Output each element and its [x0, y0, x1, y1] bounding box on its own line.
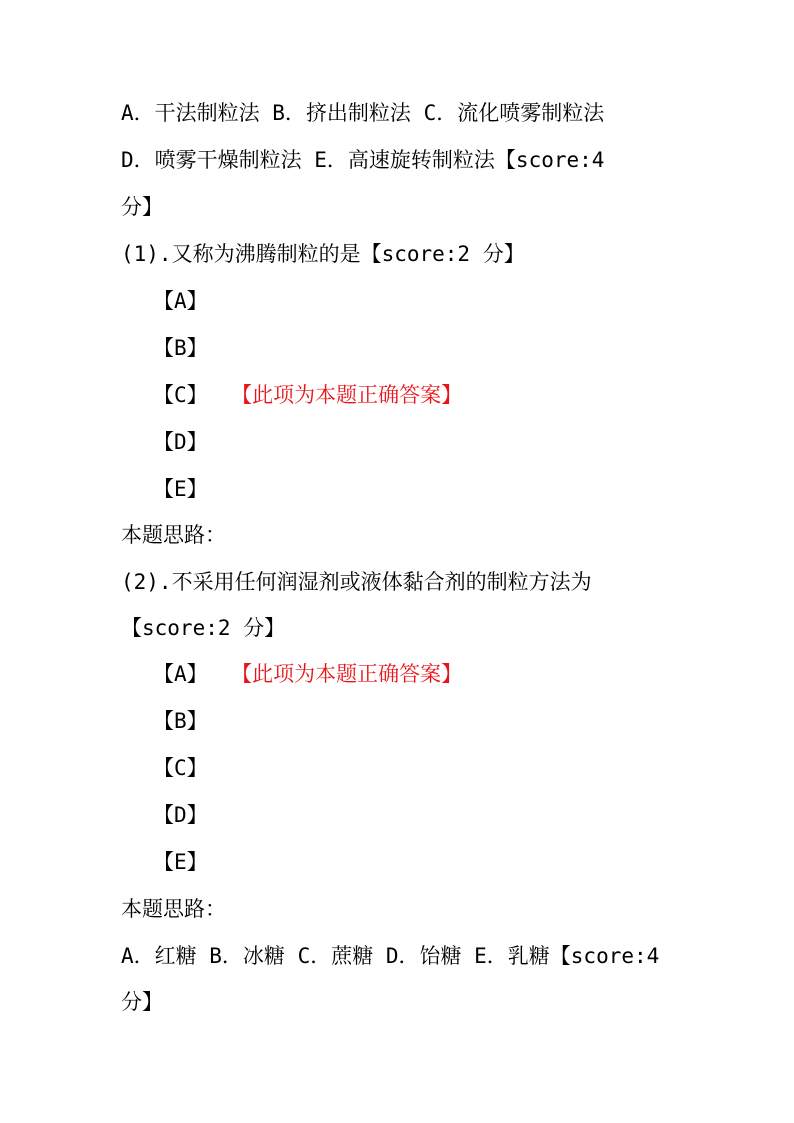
- q1-stem-line-2: D．喷雾干燥制粒法 E．高速旋转制粒法【score:4: [121, 148, 605, 172]
- sub2-option-a: [153, 661, 462, 687]
- q2-stem-line-2: 分】: [121, 990, 163, 1014]
- sub-question-1-title: (1).又称为沸腾制粒的是【score:2 分】: [121, 242, 525, 266]
- sub2-analysis-label: 本题思路：: [121, 897, 226, 921]
- sub2-option-e: 【E】: [153, 850, 208, 874]
- sub2-option-c: 【C】: [153, 756, 208, 780]
- q2-stem-line-1: A．红糖 B．冰糖 C．蔗糖 D．饴糖 E．乳糖【score:4: [121, 944, 660, 968]
- q1-stem-line-3: 分】: [121, 195, 163, 219]
- correct-answer-marker: 【此项为本题正确答案】: [241, 383, 463, 407]
- sub-question-2-title-line-2: 【score:2 分】: [121, 616, 286, 640]
- sub-question-2-title-line-1: (2).不采用任何润湿剂或液体黏合剂的制粒方法为: [121, 570, 592, 594]
- sub1-analysis-label: 本题思路：: [121, 523, 226, 547]
- sub1-option-b: 【B】: [153, 336, 208, 360]
- correct-answer-marker: 【此项为本题正确答案】: [241, 662, 463, 686]
- sub1-option-d: 【D】: [153, 430, 208, 454]
- sub1-option-a: 【A】: [153, 289, 208, 313]
- sub2-option-d: 【D】: [153, 803, 208, 827]
- sub1-option-c-label: 【C】: [153, 383, 208, 407]
- sub2-option-b: 【B】: [153, 709, 208, 733]
- sub2-option-a-label: 【A】: [153, 662, 208, 686]
- sub1-option-c: [153, 382, 462, 408]
- q1-stem-line-1: A．干法制粒法 B．挤出制粒法 C．流化喷雾制粒法: [121, 101, 605, 125]
- sub1-option-e: 【E】: [153, 477, 208, 501]
